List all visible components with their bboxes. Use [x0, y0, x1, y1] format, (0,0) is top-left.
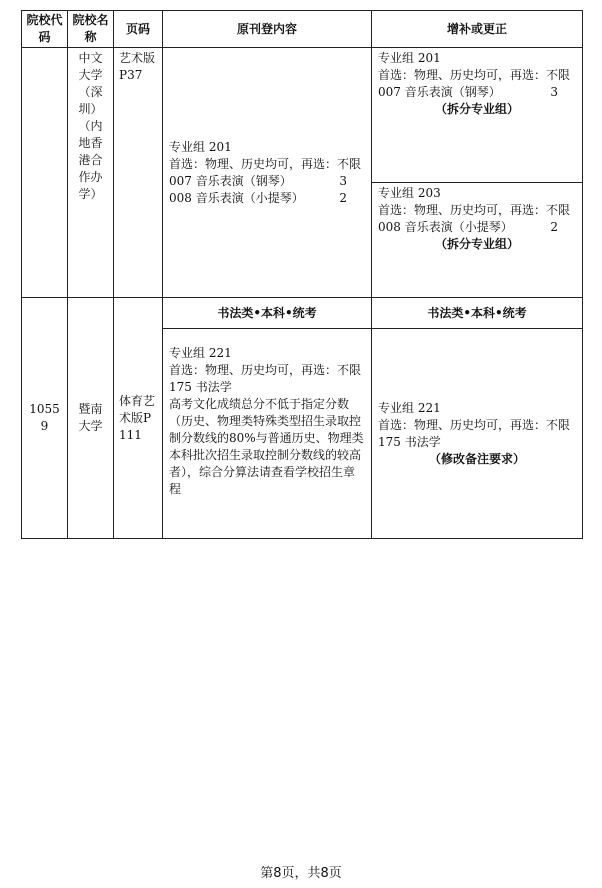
revision-content-cell [372, 48, 583, 298]
header-revision: 增补或更正 [372, 11, 583, 48]
revision-block [372, 182, 582, 253]
subject-requirement: 首选：物理、历史均可，再选：不限 [378, 203, 571, 217]
revision-block [372, 48, 582, 182]
major-item [378, 84, 576, 101]
subject-requirement: 首选：物理、历史均可，再选：不限 [169, 156, 362, 171]
header-original: 原刊登内容 [163, 11, 372, 48]
group-label: 专业组 201 [378, 51, 441, 65]
subject-requirement: 首选：物理、历史均可，再选：不限 [169, 363, 362, 377]
header-row [22, 11, 583, 48]
school-code-cell [22, 48, 68, 298]
major-name: 175 书法学 [169, 380, 232, 394]
subject-requirement: 首选：物理、历史均可，再选：不限 [378, 68, 571, 82]
major-count: 2 [339, 190, 347, 205]
category-subheader: 书法类•本科•统考 [372, 298, 583, 329]
group-label: 专业组 221 [378, 400, 441, 415]
major-count: 3 [550, 85, 558, 99]
page-cell: 艺术版P37 [114, 48, 163, 298]
revision-note: （拆分专业组） [434, 102, 519, 116]
group-label: 专业组 221 [169, 346, 232, 360]
major-name: 008 音乐表演（小提琴） [378, 220, 513, 234]
major-count: 2 [550, 220, 558, 234]
revision-content-cell [372, 329, 583, 539]
table-row [22, 48, 583, 298]
category-subheader: 书法类•本科•统考 [163, 298, 372, 329]
revision-table [21, 10, 583, 539]
major-item [378, 219, 576, 236]
school-name-cell: 中文大学（深圳）（内地香港合作办学） [68, 48, 114, 298]
revision-note: （拆分专业组） [434, 237, 519, 251]
school-name-cell: 暨南大学 [68, 298, 114, 539]
page-cell: 体育艺术版P111 [114, 298, 163, 539]
original-content-cell [163, 48, 372, 298]
major-item [169, 173, 365, 190]
revision-note: （修改备注要求） [428, 451, 525, 466]
major-count: 3 [339, 173, 347, 188]
header-code: 院校代码 [22, 11, 68, 48]
original-content-cell [163, 329, 372, 539]
page-footer: 第8页，共8页 [260, 866, 342, 881]
major-name: 008 音乐表演（小提琴） [169, 190, 304, 205]
school-code-cell: 10559 [22, 298, 68, 539]
major-name: 007 音乐表演（钢琴） [169, 173, 292, 188]
admission-note: 高考文化成绩总分不低于指定分数（历史、物理类特殊类型招生录取控制分数线的80%与普通历史、物理类本科批次招生录取控制分数线的较高者），综合分算法请查看学校招生章程 [169, 397, 364, 496]
subject-requirement: 首选：物理、历史均可，再选：不限 [378, 417, 571, 432]
major-item [169, 190, 365, 207]
group-label: 专业组 201 [169, 139, 232, 154]
group-label: 专业组 203 [378, 186, 441, 200]
subheader-row [22, 298, 583, 329]
major-name: 175 书法学 [378, 434, 441, 449]
header-page: 页码 [114, 11, 163, 48]
header-name: 院校名称 [68, 11, 114, 48]
major-name: 007 音乐表演（钢琴） [378, 85, 501, 99]
